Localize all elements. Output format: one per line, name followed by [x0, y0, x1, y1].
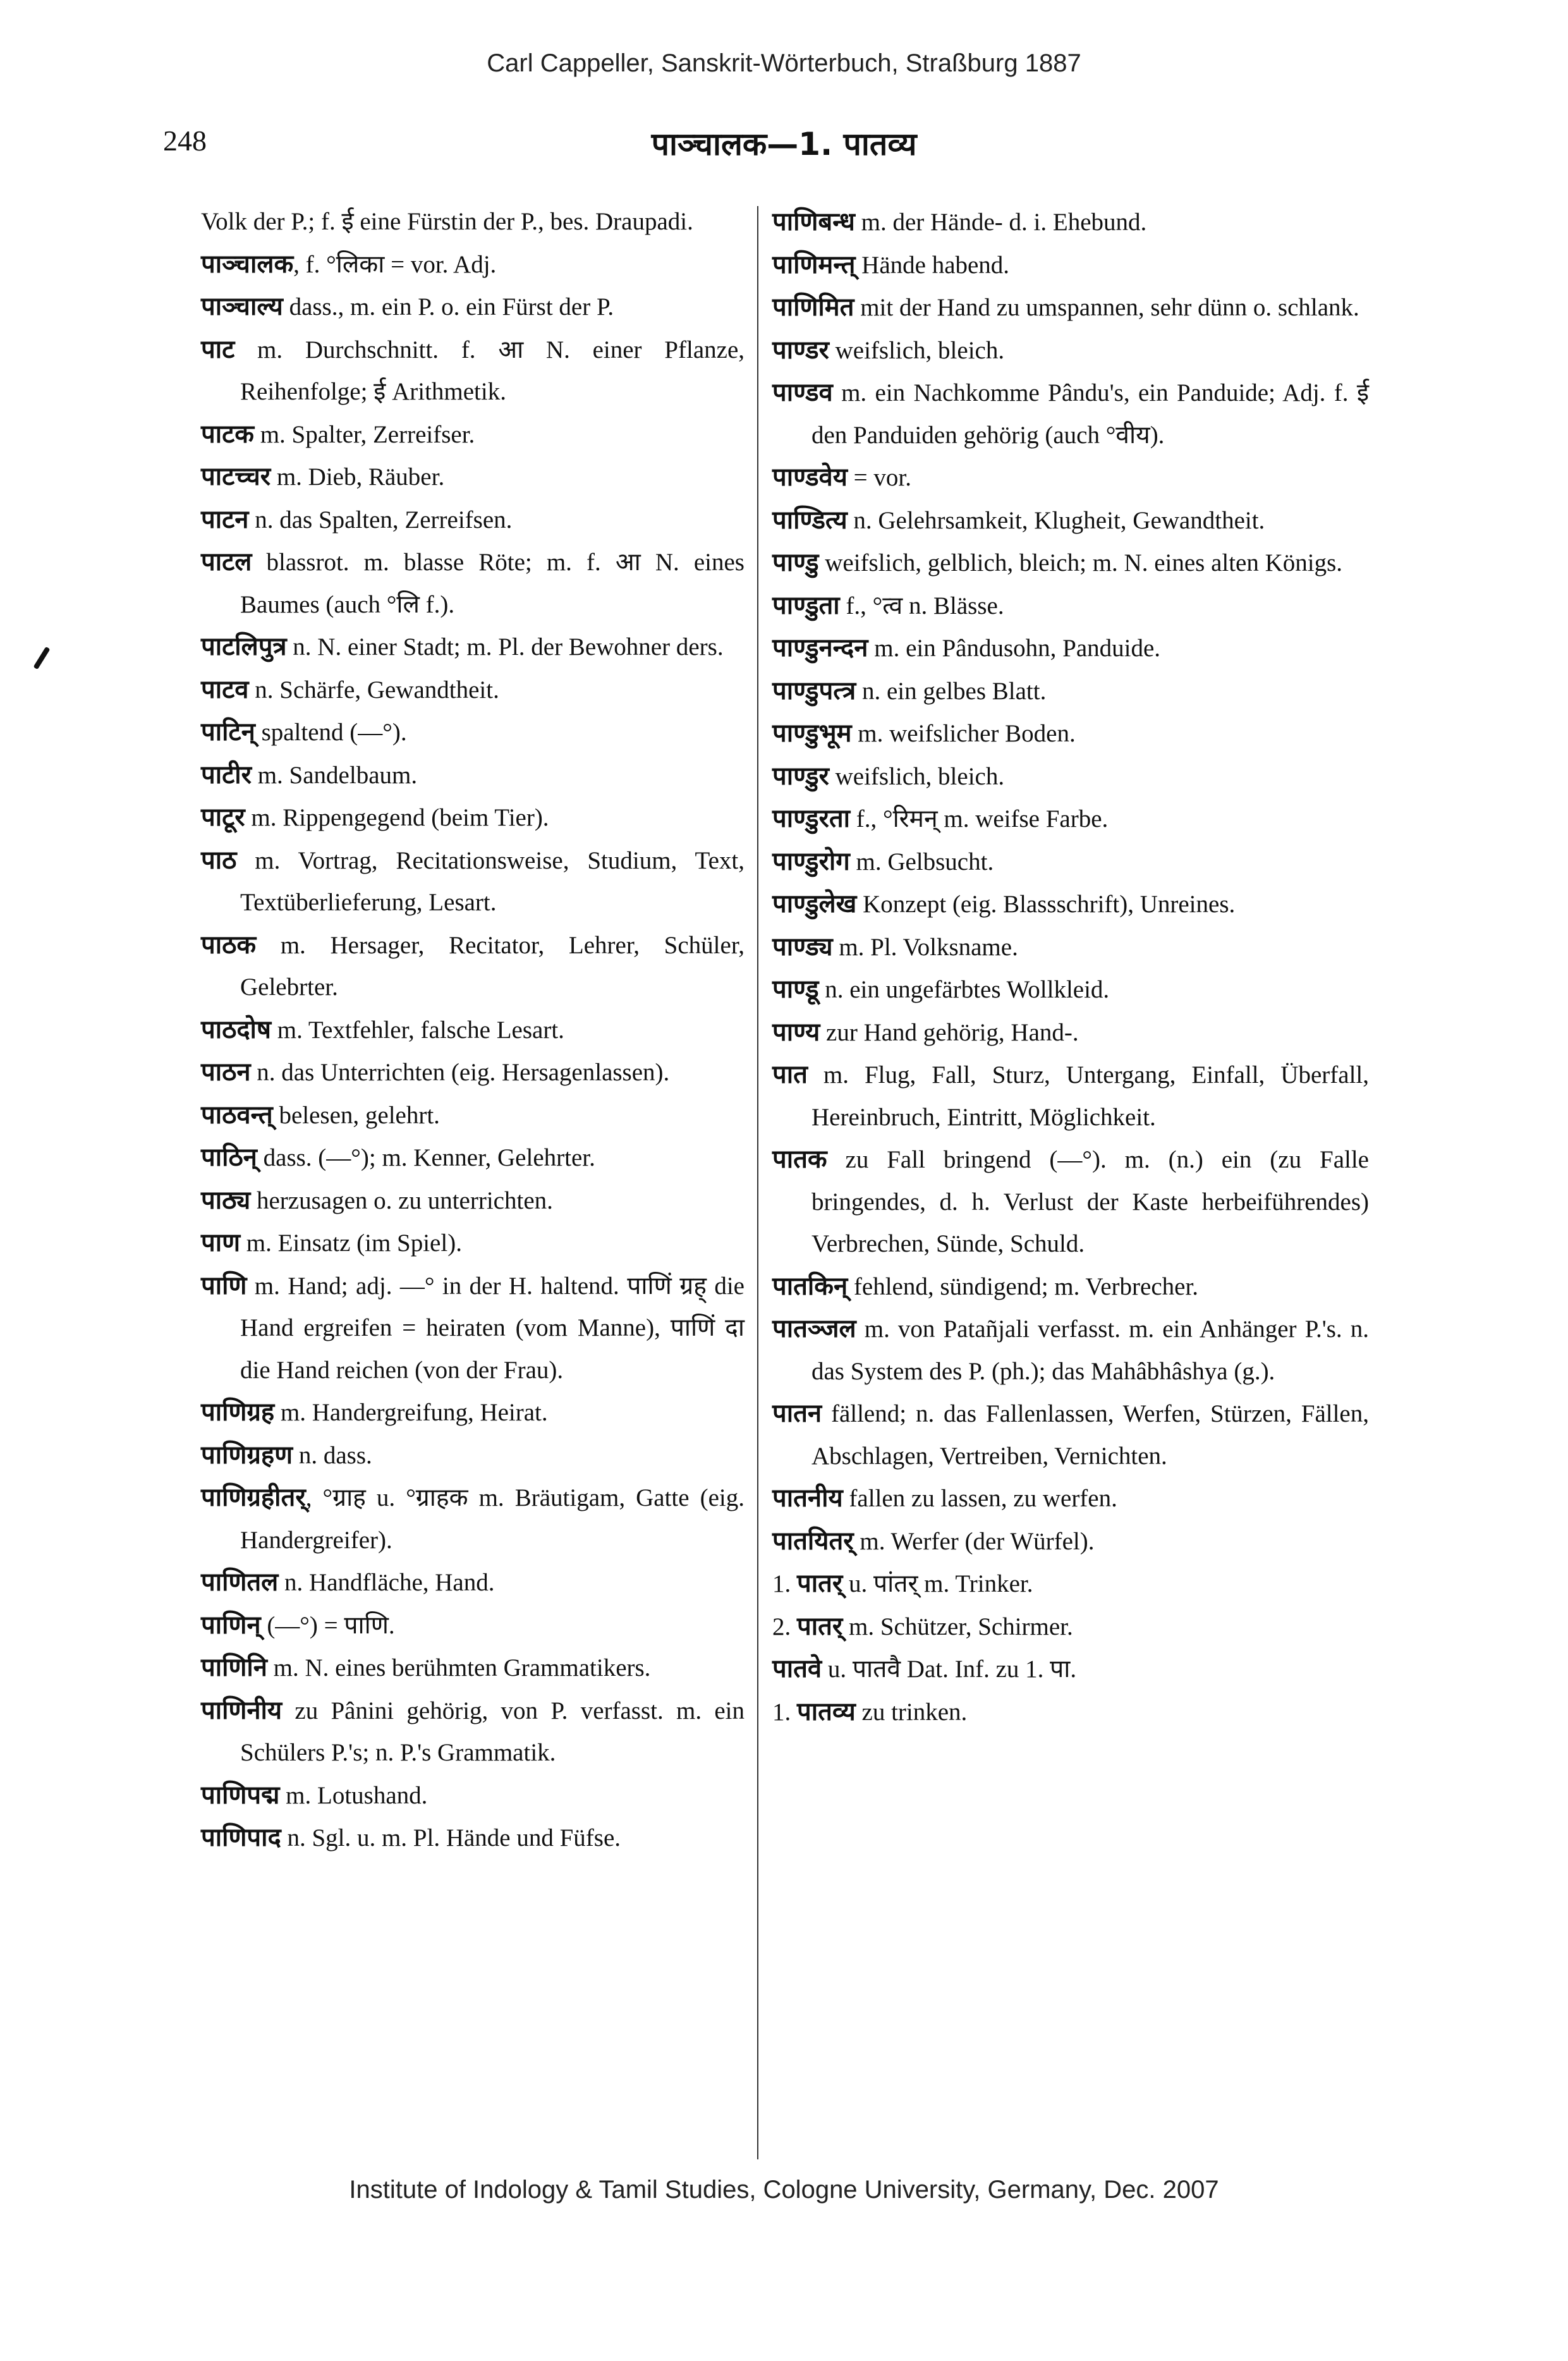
dictionary-entry [201, 499, 744, 542]
definition-text: herzusagen o. zu unterrichten. [250, 1187, 553, 1214]
headword: पातकिन् [772, 1271, 848, 1301]
headword: पाणि [201, 1271, 247, 1300]
definition-text: m. weifslicher Boden. [851, 720, 1076, 747]
definition-text: zu Fall bringend (—°). m. (n.) ein (zu Falle bringendes, d. h. Verlust der Kaste herbeiführendes) Verbrechen, Sünde, Schuld. [811, 1146, 1369, 1257]
definition-text: fallen zu lassen, zu werfen. [842, 1485, 1117, 1512]
dictionary-entry [201, 796, 744, 839]
headword: पाटव [201, 674, 249, 704]
definition-text: m. Pl. Volksname. [832, 933, 1018, 961]
definition-text: n. dass. [293, 1441, 372, 1469]
headword: पाठक [201, 930, 257, 960]
definition-text: m. ein Pândusohn, Panduide. [868, 635, 1161, 662]
dictionary-entry [201, 1051, 744, 1094]
headword: पाण्डित्य [772, 505, 848, 535]
headword: पाण्डर [772, 335, 829, 365]
dictionary-entry [201, 1774, 744, 1817]
definition-text: m. Lotushand. [279, 1781, 428, 1809]
headword: पात [772, 1060, 808, 1089]
dictionary-entry [201, 669, 744, 712]
definition-text: m. Dieb, Räuber. [270, 463, 445, 491]
definition-text: n. Schärfe, Gewandtheit. [248, 676, 499, 704]
definition-text: Volk der P.; f. ई eine Fürstin der P., bes. Draupadi. [201, 208, 693, 235]
definition-text: dass. (—°); m. Kenner, Gelehrter. [257, 1144, 595, 1171]
dictionary-entry [772, 329, 1369, 372]
dictionary-entry [772, 1054, 1369, 1138]
dictionary-entry [772, 968, 1369, 1011]
dictionary-entry [772, 1477, 1369, 1520]
headword: पाणिबन्ध [772, 207, 855, 236]
definition-text: blassrot. m. blasse Röte; m. f. आ N. eines Baumes (auch °लि f.). [240, 549, 744, 618]
definition-text: (—°) = पाणि. [260, 1611, 395, 1639]
dictionary-entry [772, 1308, 1369, 1393]
dictionary-entry [772, 1606, 1369, 1649]
dictionary-entry [201, 201, 744, 243]
headword: पातव्य [797, 1697, 856, 1726]
left-column [201, 201, 744, 1860]
definition-text: m. Einsatz (im Spiel). [240, 1229, 462, 1257]
definition-text: weifslich, bleich. [829, 336, 1005, 364]
headword: पाण्डुता [772, 590, 840, 620]
dictionary-entry [772, 712, 1369, 755]
definition-text: dass., m. ein P. o. ein Fürst der P. [283, 293, 614, 320]
source-footer: Institute of Indology & Tamil Studies, Cologne University, Germany, Dec. 2007 [349, 2176, 1219, 2204]
definition-text: f., °त्व n. Blässe. [839, 592, 1004, 619]
headword: पातञ्जल [772, 1314, 856, 1343]
definition-text: weifslich, gelblich, bleich; m. N. eines alten Königs. [818, 549, 1343, 577]
definition-text: n. das Unterrichten (eig. Hersagenlassen). [250, 1059, 670, 1086]
definition-text: m. Sandelbaum. [251, 761, 418, 789]
definition-text: m. Vortrag, Recitationsweise, Studium, Text, Textüberlieferung, Lesart. [236, 846, 744, 916]
definition-text: m. Handergreifung, Heirat. [274, 1399, 548, 1426]
definition-text: zu Pânini gehörig, von P. verfasst. m. ein Schülers P.'s; n. P.'s Grammatik. [240, 1697, 744, 1766]
headword: पाण [201, 1228, 240, 1257]
definition-text: n. Handfläche, Hand. [278, 1569, 495, 1596]
definition-text: n. das Spalten, Zerreifsen. [248, 506, 513, 534]
dictionary-entry [201, 1604, 744, 1647]
source-header: Carl Cappeller, Sanskrit-Wörterbuch, Straßburg 1887 [487, 49, 1081, 77]
dictionary-entry [772, 201, 1369, 244]
definition-text: m. Rippengegend (beim Tier). [245, 804, 549, 831]
headword: पाणिग्रहीतर् [201, 1483, 306, 1512]
definition-text: m. Flug, Fall, Sturz, Untergang, Einfall, Überfall, Hereinbruch, Eintritt, Möglichkeit. [807, 1061, 1369, 1131]
headword: पाणिग्रहण [201, 1440, 293, 1470]
dictionary-entry [772, 798, 1369, 841]
headword: पाटलिपुत्र [201, 632, 287, 661]
headword: पाणिनि [201, 1653, 267, 1682]
dictionary-entry [772, 1266, 1369, 1309]
headword: पाञ्चालक [201, 249, 294, 279]
definition-text: weifslich, bleich. [829, 762, 1005, 790]
dictionary-entry [201, 1180, 744, 1223]
definition-text: belesen, gelehrt. [272, 1101, 440, 1129]
homonym-number: 2. [772, 1613, 797, 1640]
definition-text: Hände habend. [855, 251, 1010, 279]
dictionary-entry [201, 413, 744, 456]
dictionary-entry [201, 1477, 744, 1561]
page-number: 248 [163, 125, 207, 157]
headword: पाण्डुरता [772, 804, 850, 833]
dictionary-entry [201, 1137, 744, 1180]
headword: पाटच्चर [201, 462, 271, 491]
headword: पाठ्य [201, 1185, 251, 1215]
right-column [772, 201, 1369, 1733]
definition-text: m. der Hände- d. i. Ehebund. [854, 209, 1147, 236]
dictionary-entry [772, 542, 1369, 585]
headword: पातर् [797, 1611, 843, 1641]
dictionary-entry [772, 627, 1369, 670]
dictionary-entry [201, 329, 744, 413]
definition-text: u. पांतर् m. Trinker. [842, 1570, 1033, 1597]
headword: पाठ [201, 845, 237, 875]
dictionary-entry [772, 585, 1369, 628]
headword: पाण्य [772, 1017, 820, 1047]
dictionary-entry [772, 670, 1369, 713]
definition-text: f., °रिमन् m. weifse Farbe. [850, 805, 1109, 833]
headword: पाण्डुलेख [772, 889, 857, 918]
definition-text: spaltend (—°). [255, 719, 407, 746]
definition-text: fehlend, sündigend; m. Verbrecher. [848, 1272, 1199, 1300]
definition-text: m. Durchschnitt. f. आ N. einer Pflanze, Reihenfolge; ई Arithmetik. [234, 336, 744, 405]
definition-text: m. Schützer, Schirmer. [842, 1613, 1073, 1640]
headword: पाणिन् [201, 1610, 261, 1640]
dictionary-entry [201, 1434, 744, 1477]
running-head: पाञ्चालक—1. पातव्य [651, 126, 917, 162]
dictionary-entry [772, 1563, 1369, 1606]
definition-text: u. पातवै Dat. Inf. zu 1. पा. [822, 1656, 1077, 1683]
headword: पाटक [201, 419, 254, 449]
column-divider [757, 206, 758, 2159]
definition-text: n. N. einer Stadt; m. Pl. der Bewohner ders. [286, 633, 724, 661]
headword: पाण्डु [772, 548, 819, 577]
headword: पातयितर् [772, 1526, 854, 1556]
dictionary-entry [201, 924, 744, 1009]
headword: पाण्डुभूम [772, 719, 852, 748]
dictionary-entry [201, 243, 744, 286]
dictionary-entry [772, 286, 1369, 329]
headword: पाटिन् [201, 717, 255, 747]
headword: पाणिमित [772, 293, 854, 322]
dictionary-entry [201, 541, 744, 626]
definition-text: zu trinken. [855, 1698, 968, 1726]
dictionary-entry [772, 372, 1369, 456]
definition-text: m. Werfer (der Würfel). [853, 1527, 1095, 1555]
headword: पाण्डुरोग [772, 846, 850, 876]
dictionary-entry [772, 1691, 1369, 1734]
dictionary-entry [201, 286, 744, 329]
headword: पाण्डुपत्त्र [772, 676, 856, 705]
definition-text: Konzept (eig. Blassschrift), Unreines. [856, 891, 1236, 918]
headword: पाठवन्त् [201, 1100, 273, 1130]
dictionary-entry [201, 839, 744, 924]
headword: पाठन [201, 1058, 251, 1087]
headword: पाटीर [201, 760, 252, 790]
dictionary-entry [772, 926, 1369, 969]
dictionary-entry [201, 1561, 744, 1604]
dictionary-entry [772, 883, 1369, 926]
dictionary-entry [772, 456, 1369, 499]
headword: पाटल [201, 547, 252, 577]
dictionary-entry [772, 755, 1369, 798]
headword: पातर् [797, 1569, 843, 1598]
dictionary-entry [772, 1138, 1369, 1266]
definition-text: m. Spalter, Zerreifser. [253, 420, 475, 448]
dictionary-entry [201, 1094, 744, 1137]
dictionary-entry [772, 499, 1369, 542]
definition-text: fällend; n. das Fallenlassen, Werfen, Stürzen, Fällen, Abschlagen, Vertreiben, Vernichten. [811, 1400, 1369, 1470]
definition-text: n. ein gelbes Blatt. [856, 677, 1047, 705]
definition-text: m. von Patañjali verfasst. m. ein Anhänger P.'s. n. das System des P. (ph.); das Mahâbhâshya (g.). [811, 1315, 1369, 1385]
dictionary-entry [772, 244, 1369, 287]
headword: पाटूर [201, 803, 245, 832]
dictionary-entry [201, 754, 744, 797]
headword: पातक [772, 1145, 827, 1174]
headword: पाण्डुनन्दन [772, 633, 868, 662]
dictionary-entry [201, 1817, 744, 1860]
headword: पाण्डव [772, 378, 833, 407]
headword: पाटन [201, 504, 249, 534]
definition-text: n. Gelehrsamkeit, Klugheit, Gewandtheit. [847, 506, 1265, 534]
headword: पाणिपाद [201, 1823, 281, 1852]
ink-mark [33, 647, 51, 669]
definition-text: m. Hand; adj. —° in der H. haltend. पाणिं ग्रह् die Hand ergreifen = heiraten (vom Manne), पाणिं दा die Hand reichen (von der Frau). [240, 1272, 744, 1384]
dictionary-entry [201, 1391, 744, 1434]
headword: पाट [201, 334, 235, 364]
headword: पाठदोष [201, 1015, 272, 1044]
dictionary-entry [772, 1393, 1369, 1477]
headword: पाणिमन्त् [772, 250, 856, 279]
definition-text: m. ein Nachkomme Pându's, ein Panduide; Adj. f. ई den Panduiden gehörig (auch °वीय). [811, 379, 1369, 449]
headword: पातनीय [772, 1484, 843, 1513]
headword: पाण्ड्य [772, 932, 833, 961]
definition-text: mit der Hand zu umspannen, sehr dünn o. schlank. [854, 294, 1359, 321]
definition-text: , f. °लिका = vor. Adj. [293, 250, 497, 278]
headword: पाणिपद्म [201, 1780, 280, 1810]
dictionary-entry [201, 456, 744, 499]
dictionary-entry [772, 1011, 1369, 1054]
headword: पातवे [772, 1654, 822, 1683]
dictionary-entry [772, 1648, 1369, 1691]
definition-text: = vor. [847, 464, 912, 491]
definition-text: zur Hand gehörig, Hand-. [820, 1018, 1079, 1046]
dictionary-entry [201, 711, 744, 754]
headword: पाणिनीय [201, 1695, 283, 1725]
definition-text: m. Gelbsucht. [849, 848, 994, 875]
headword: पाण्डवेय [772, 463, 848, 492]
definition-text: m. Hersager, Recitator, Lehrer, Schüler, Gelebrter. [240, 931, 744, 1001]
headword: पातन [772, 1399, 822, 1428]
definition-text: m. Textfehler, falsche Lesart. [271, 1016, 564, 1044]
headword: पाणितल [201, 1568, 279, 1597]
dictionary-entry [201, 1222, 744, 1265]
definition-text: , °ग्राह u. °ग्राहक m. Bräutigam, Gatte (eig. Handergreifer). [240, 1484, 744, 1554]
headword: पाठिन् [201, 1143, 257, 1172]
dictionary-entry [201, 1690, 744, 1774]
headword: पाण्डुर [772, 761, 829, 791]
dictionary-entry [772, 841, 1369, 884]
dictionary-entry [772, 1520, 1369, 1563]
definition-text: n. Sgl. u. m. Pl. Hände und Füfse. [281, 1824, 621, 1852]
headword: पाण्डू [772, 975, 819, 1004]
dictionary-entry [201, 626, 744, 669]
homonym-number: 1. [772, 1698, 797, 1726]
homonym-number: 1. [772, 1570, 797, 1597]
dictionary-entry [201, 1265, 744, 1392]
definition-text: n. ein ungefärbtes Wollkleid. [818, 976, 1110, 1003]
definition-text: m. N. eines berühmten Grammatikers. [267, 1654, 651, 1681]
dictionary-entry [201, 1647, 744, 1690]
headword: पाणिग्रह [201, 1398, 275, 1427]
headword: पाञ्चाल्य [201, 292, 283, 321]
dictionary-entry [201, 1009, 744, 1052]
